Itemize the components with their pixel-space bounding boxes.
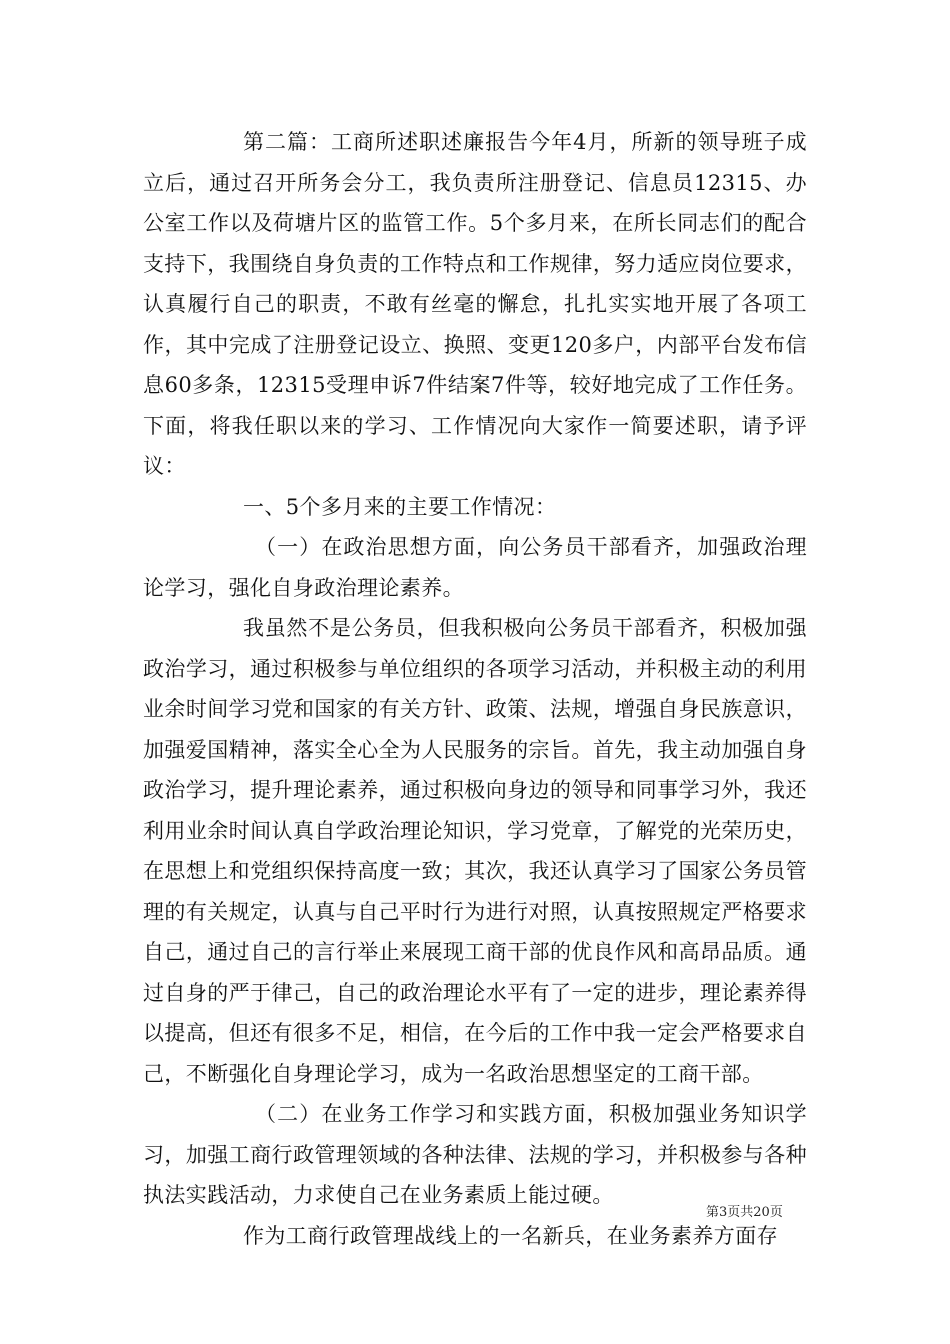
section-heading-main-work: 一、5个多月来的主要工作情况： [243, 494, 557, 519]
paragraph-business-start: 作为工商行政管理战线上的一名新兵，在业务素养方面存 [243, 1223, 778, 1248]
subsection-heading-business: （二）在业务工作学习和实践方面，积极加强业务知识学习，加强工商行政管理领域的各种法律、法规的学习，并积极参与各种执法实践活动，力求使自己在业务素质上能过硬。 [143, 1102, 807, 1207]
paragraph-political-study: 我虽然不是公务员，但我积极向公务员干部看齐，积极加强政治学习，通过积极参与单位组织的各项学习活动，并积极主动的利用业余时间学习党和国家的有关方针、政策、法规，增强自身民族意识，加强爱国精神，落实全心全为人民服务的宗旨。首先，我主动加强自身政治学习，提升理论素养，通过积极向身边的领导和同事学习外，我还利用业余时间认真自学政治理论知识，学习党章，了解党的光荣历史，在思想上和党组织保持高度一致；其次，我还认真学习了国家公务员管理的有关规定，认真与自己平时行为进行对照，认真按照规定严格要求自己，通过自己的言行举止来展现工商干部的优良作风和高昂品质。通过自身的严于律己，自己的政治理论水平有了一定的进步，理论素养得以提高，但还有很多不足，相信，在今后的工作中我一定会严格要求自己，不断强化自身理论学习，成为一名政治思想坚定的工商干部。 [143, 616, 807, 1086]
subsection-heading-political: （一）在政治思想方面，向公务员干部看齐，加强政治理论学习，强化自身政治理论素养。 [143, 535, 807, 600]
document-body [143, 122, 807, 1256]
page-number-footer: 第3页共20页 [706, 1205, 783, 1220]
paragraph-intro: 第二篇：工商所述职述廉报告今年4月，所新的领导班子成立后，通过召开所务会分工，我负责所注册登记、信息员12315、办公室工作以及荷塘片区的监管工作。5个多月来，在所长同志们的配合支持下，我围绕自身负责的工作特点和工作规律，努力适应岗位要求，认真履行自己的职责，不敢有丝毫的懈怠，扎扎实实地开展了各项工作，其中完成了注册登记设立、换照、变更120多户，内部平台发布信息60多条，12315受理申诉7件结案7件等，较好地完成了工作任务。下面，将我任职以来的学习、工作情况向大家作一简要述职，请予评议： [143, 130, 807, 478]
